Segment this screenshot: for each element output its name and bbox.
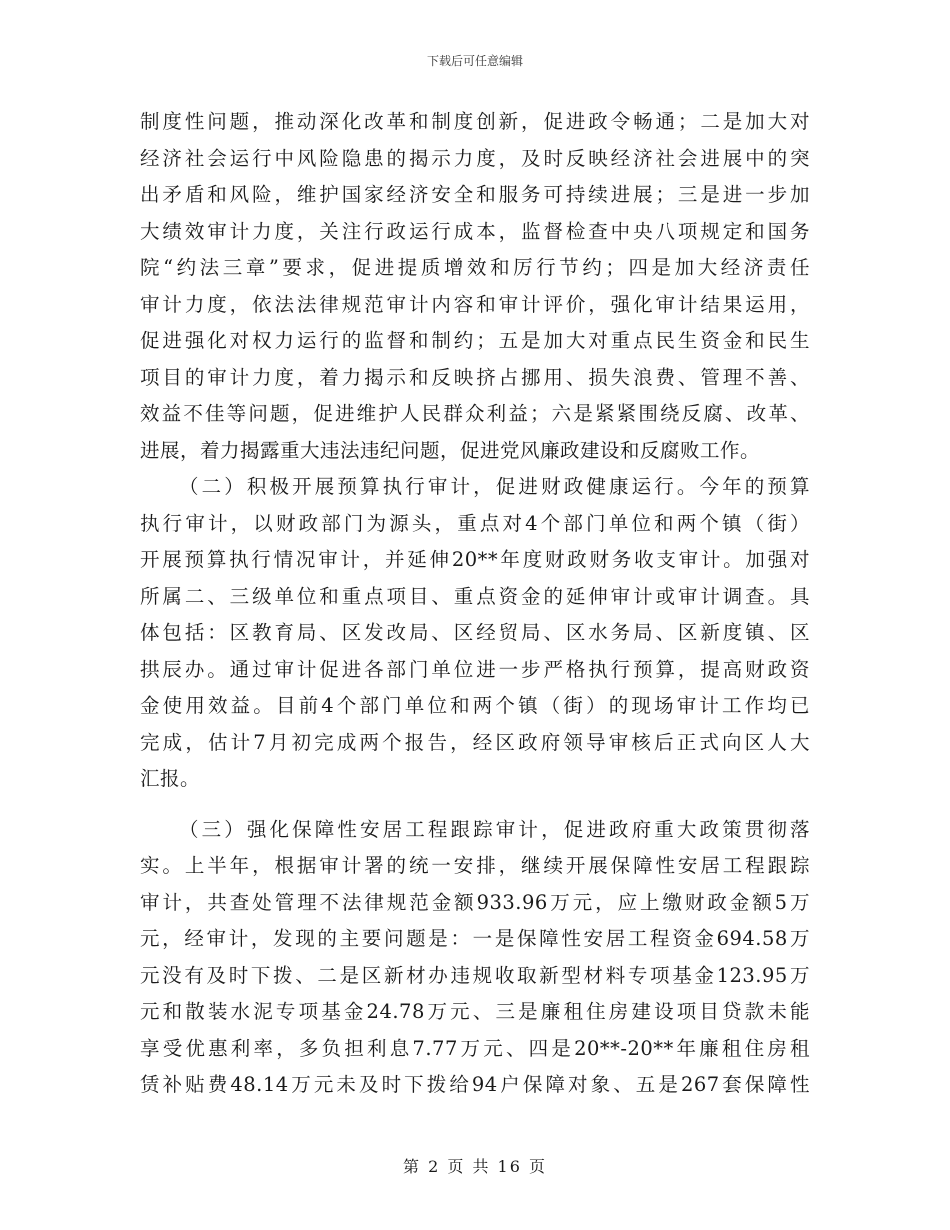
text-line: 享受优惠利率，多负担利息7.77万元、四是20**-20**年廉租住房租	[140, 1036, 810, 1060]
text-line: 金使用效益。目前4个部门单位和两个镇（街）的现场审计工作均已	[140, 694, 810, 717]
text-line: 体包括：区教育局、区发改局、区经贸局、区水务局、区新度镇、区	[140, 621, 810, 644]
text-line: 汇报。	[140, 767, 201, 790]
text-line: 赁补贴费48.14万元未及时下拨给94户保障对象、五是267套保障性	[140, 1073, 810, 1096]
text-line: 审计力度，依法法律规范审计内容和审计评价，强化审计结果运用，	[140, 292, 810, 316]
text-line: 进展，着力揭露重大违法违纪问题，促进党风廉政建设和反腐败工作。	[140, 438, 761, 462]
text-line: 实。上半年，根据审计署的统一安排，继续开展保障性安居工程跟踪	[140, 854, 810, 877]
text-line: 完成，估计7月初完成两个报告，经区政府领导审核后正式向区人大	[140, 730, 810, 754]
text-line: 执行审计，以财政部门为源头，重点对4个部门单位和两个镇（街）	[140, 511, 810, 535]
text-line: 制度性问题，推动深化改革和制度创新，促进政令畅通；二是加大对	[140, 110, 810, 133]
paragraph-heading: （二）积极开展预算执行审计，促进财政健康运行。今年的预算	[179, 475, 810, 498]
text-line: 院“约法三章”要求，促进提质增效和厉行节约；四是加大经济责任	[140, 256, 810, 279]
page-header: 下载后可任意编辑	[426, 54, 523, 68]
text-line: 审计，共查处管理不法律规范金额933.96万元，应上缴财政金额5万	[140, 890, 810, 914]
text-line: 拱辰办。通过审计促进各部门单位进一步严格执行预算，提高财政资	[140, 657, 810, 681]
text-line: 项目的审计力度，着力揭示和反映挤占挪用、损失浪费、管理不善、	[140, 365, 810, 389]
text-line: 所属二、三级单位和重点项目、重点资金的延伸审计或审计调查。具	[140, 584, 810, 608]
text-line: 开展预算执行情况审计，并延伸20**年度财政财务收支审计。加强对	[140, 548, 810, 571]
text-line: 经济社会运行中风险隐患的揭示力度，及时反映经济社会进展中的突	[140, 146, 810, 170]
text-line: 效益不佳等问题，促进维护人民群众利益；六是紧紧围绕反腐、改革、	[140, 402, 810, 425]
text-line: 出矛盾和风险，维护国家经济安全和服务可持续进展；三是进一步加	[140, 183, 810, 206]
page-number: 第 2 页 共 16 页	[403, 1157, 547, 1176]
text-line: 元和散装水泥专项基金24.78万元、三是廉租住房建设项目贷款未能	[140, 1000, 810, 1023]
text-line: 元，经审计，发现的主要问题是：一是保障性安居工程资金694.58万	[140, 927, 810, 950]
text-line: 大绩效审计力度，关注行政运行成本，监督检查中央八项规定和国务	[140, 219, 810, 243]
paragraph-heading: （三）强化保障性安居工程跟踪审计，促进政府重大政策贯彻落	[179, 817, 810, 841]
text-line: 元没有及时下拨、二是区新材办违规收取新型材料专项基金123.95万	[140, 963, 810, 987]
text-line: 促进强化对权力运行的监督和制约；五是加大对重点民生资金和民生	[140, 329, 810, 352]
document-body	[140, 104, 810, 1104]
